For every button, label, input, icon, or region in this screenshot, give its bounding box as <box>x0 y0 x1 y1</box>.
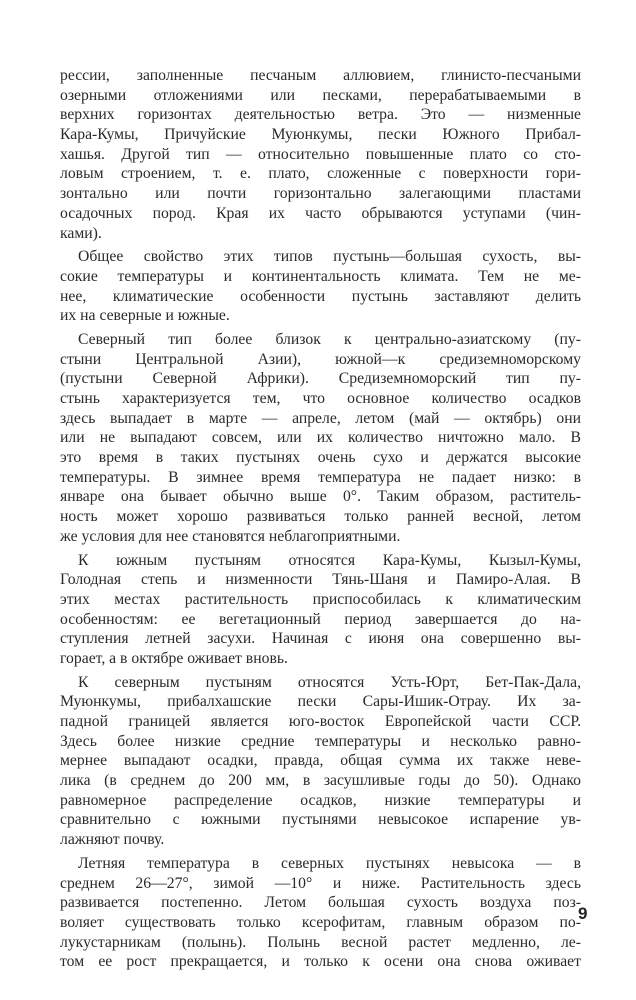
text-line: Летняя температура в северных пустынях невысока — в <box>78 854 581 872</box>
text-line: ками). <box>60 224 102 242</box>
text-line: это время в таких пустынях очень сухо и держатся высокие <box>60 449 581 467</box>
text-line: их на северные и южные. <box>60 307 230 325</box>
text-line: сокие температуры и континентальность климата. Тем не ме- <box>60 267 581 285</box>
text-line: здесь выпадает в марте — апреле, летом (май — октябрь) они <box>60 409 581 427</box>
text-line: верхних горизонтах деятельностью ветра. Это — низменные <box>60 106 581 124</box>
paragraph <box>60 673 581 850</box>
text-line: равномерное распределение осадков, низкие температуры и <box>60 791 581 809</box>
text-line: Общее свойство этих типов пустынь—большая сухость, вы- <box>78 248 581 266</box>
text-line: температуры. В зимнее время температура не падает низко: в <box>60 468 581 486</box>
text-line: падной границей является юго-восток Европейской части ССР. <box>60 713 581 730</box>
paragraph <box>60 330 581 547</box>
text-line: ступления летней засухи. Начиная с июня она совершенно вы- <box>60 630 581 648</box>
text-line: особенностям: ее вегетационный период завершается до на- <box>60 610 581 628</box>
page-number: 9 <box>578 904 588 923</box>
text-line: озерными отложениями или песками, перерабатываемыми в <box>60 86 581 104</box>
body-text <box>60 66 581 972</box>
text-line: (пустыни Северной Африки). Средиземноморский тип пу- <box>60 370 581 388</box>
text-line: Голодная степь и низменности Тянь-Шаня и Памиро-Алая. В <box>60 571 581 589</box>
text-line: Кара-Кумы, Причуйские Муюнкумы, пески Южного Прибал- <box>60 126 581 144</box>
paragraph <box>60 247 581 326</box>
text-line: нее, климатические особенности пустынь заставляют делить <box>60 287 581 305</box>
text-line: этих местах растительность приспособилась к климатическим <box>60 590 581 608</box>
paragraph <box>60 854 581 972</box>
text-line: январе она бывает обычно выше 0°. Таким образом, раститель- <box>60 488 581 506</box>
text-line: хашья. Другой тип — относительно повышенные плато со сто- <box>60 145 581 163</box>
text-line: зонтально или почти горизонтально залегающими пластами <box>60 185 581 203</box>
text-line: воляет существовать только ксерофитам, главным образом по- <box>60 913 581 931</box>
text-line: Здесь более низкие средние температуры и несколько равно- <box>60 732 581 750</box>
text-line: Северный тип более близок к центрально-азиатскому (пу- <box>78 330 581 348</box>
text-line: том ее рост прекращается, и только к осени она снова оживает <box>60 953 581 971</box>
text-line: Муюнкумы, прибалхашские пески Сары-Ишик-Отрау. Их за- <box>60 693 581 711</box>
text-line: сравнительно с южными пустынями невысокое испарение ув- <box>60 811 581 829</box>
text-line: осадочных пород. Края их часто обрываются уступами (чин- <box>60 204 581 222</box>
text-line: же условия для нее становятся неблагоприятными. <box>60 527 401 545</box>
text-line: мернее выпадают осадки, правда, общая сумма их также неве- <box>60 752 581 770</box>
text-line: К северным пустыням относятся Усть-Юрт, Бет-Пак-Дала, <box>78 673 581 691</box>
text-line: К южным пустыням относятся Кара-Кумы, Кызыл-Кумы, <box>78 551 581 569</box>
text-line: лажняют почву. <box>60 831 165 849</box>
paragraph <box>60 551 581 669</box>
text-line: среднем 26—27°, зимой —10° и ниже. Растительность здесь <box>60 874 581 892</box>
text-line: или не выпадают совсем, или их количество ничтожно мало. В <box>60 429 581 447</box>
text-line: лика (в среднем до 200 мм, в засушливые годы до 50). Однако <box>60 772 581 790</box>
paragraph <box>60 66 581 243</box>
text-line: ловым строением, т. е. плато, сложенные с поверхности гори- <box>60 165 581 183</box>
text-line: развивается постепенно. Летом большая сухость воздуха поз- <box>60 894 581 912</box>
text-line: стынь характеризуется тем, что основное количество осадков <box>60 390 581 407</box>
text-line: ность может хорошо развиваться только ранней весной, летом <box>60 508 581 526</box>
text-line: стыни Центральной Азии), южной—к средиземноморскому <box>60 350 581 368</box>
page-text <box>60 66 581 972</box>
text-line: лукустарникам (полынь). Полынь весной растет медленно, ле- <box>60 933 581 951</box>
text-line: горает, а в октябре оживает вновь. <box>60 649 288 667</box>
text-line: рессии, заполненные песчаным аллювием, глинисто-песчаными <box>60 67 581 84</box>
